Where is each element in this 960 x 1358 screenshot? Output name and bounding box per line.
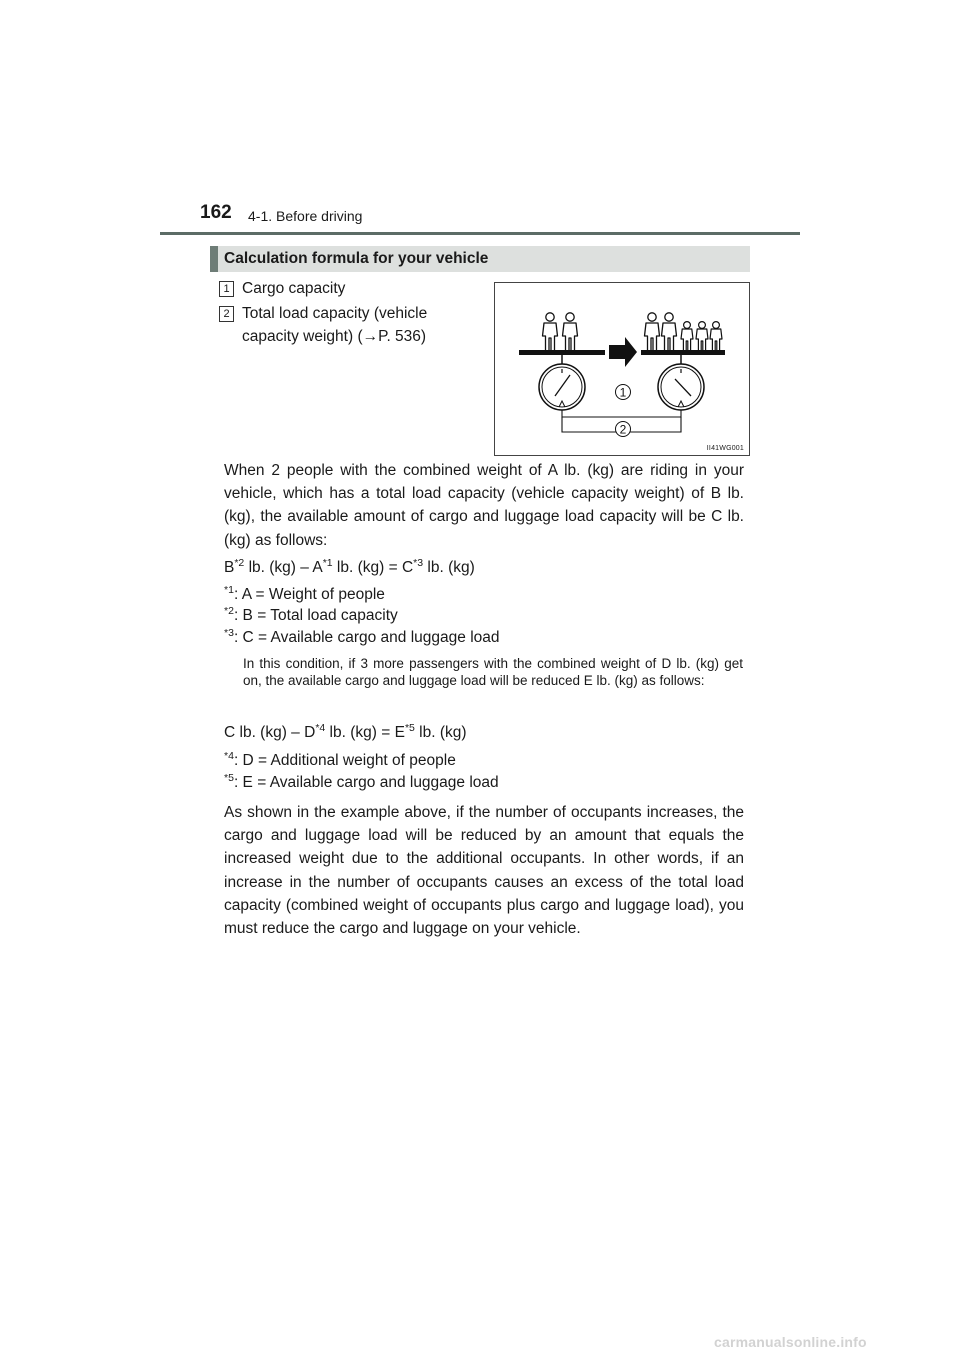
footnote-3-text: : C = Available cargo and luggage load xyxy=(233,629,500,646)
footnote-1-mark: *1 xyxy=(224,584,234,596)
formula-2 xyxy=(224,717,467,744)
figure-label-1: 1 xyxy=(619,385,627,400)
item-number-1: 1 xyxy=(219,281,234,297)
formula1-end: lb. (kg) xyxy=(423,559,475,576)
figure-label-2: 2 xyxy=(619,422,627,437)
footnote-3 xyxy=(224,622,500,649)
formula1-sup3: *3 xyxy=(413,557,424,569)
footnote-4-mark: *4 xyxy=(224,750,234,762)
load-illustration xyxy=(494,282,750,456)
formula1-sup1: *1 xyxy=(322,557,333,569)
section-heading-text: Calculation formula for your vehicle xyxy=(224,250,489,267)
item-total-load-line2: capacity weight) (→P. 536) xyxy=(242,328,427,345)
footnote-2-mark: *2 xyxy=(224,605,234,617)
item-cargo-capacity: Cargo capacity xyxy=(242,280,346,297)
footnote-2-text: : B = Total load capacity xyxy=(233,607,398,624)
section-heading xyxy=(210,246,750,272)
item-total-load-line1: Total load capacity (vehicle xyxy=(242,305,428,322)
paragraph-intro: When 2 people with the combined weight of A lb. (kg) are riding in your vehicle, which has a total load capacity (vehicle capacity weight) of B lb. (kg), the available amount of cargo and luggage load capacity will be C lb. (kg) as follows: xyxy=(224,462,744,549)
figure-code: II41WG001 xyxy=(706,445,744,452)
formula2-sup4: *4 xyxy=(315,722,326,734)
chapter-title: 4-1. Before driving xyxy=(248,208,363,224)
formula1-mid2: lb. (kg) = C xyxy=(332,559,414,576)
footnote-5 xyxy=(224,767,499,794)
paragraph-conclusion: As shown in the example above, if the number of occupants increases, the cargo and luggage load will be reduced by an amount that equals the increased weight due to the additional occupants. In other words, if an increase in the number of occupants causes an excess of the total load capacity (combined weight of occupants plus cargo and luggage load), you must reduce the cargo and luggage on your vehicle. xyxy=(224,804,744,938)
footnote-3-mark: *3 xyxy=(224,627,234,639)
formula2-sup5: *5 xyxy=(404,722,415,734)
header-rule xyxy=(160,232,800,235)
formula1-sup2: *2 xyxy=(234,557,245,569)
formula2-end: lb. (kg) xyxy=(414,724,467,741)
footnote-5-mark: *5 xyxy=(224,772,234,784)
note-paragraph: In this condition, if 3 more passengers with the combined weight of D lb. (kg) get on, the available cargo and luggage load will be reduced E lb. (kg) as follows: xyxy=(243,656,743,688)
footnote-4-text: : D = Additional weight of people xyxy=(233,752,456,769)
formula-1 xyxy=(224,552,475,579)
item-number-2: 2 xyxy=(219,306,234,322)
formula1-b: B xyxy=(224,559,235,576)
formula2-a: C lb. (kg) – D xyxy=(224,724,316,741)
formula1-mid1: lb. (kg) – A xyxy=(244,559,323,576)
watermark: carmanualsonline.info xyxy=(714,1334,867,1350)
formula2-mid: lb. (kg) = E xyxy=(325,724,405,741)
footnote-1-text: : A = Weight of people xyxy=(233,586,385,603)
load-illustration-drawing xyxy=(495,283,751,457)
page-number: 162 xyxy=(200,202,232,223)
footnote-5-text: : E = Available cargo and luggage load xyxy=(233,774,499,791)
